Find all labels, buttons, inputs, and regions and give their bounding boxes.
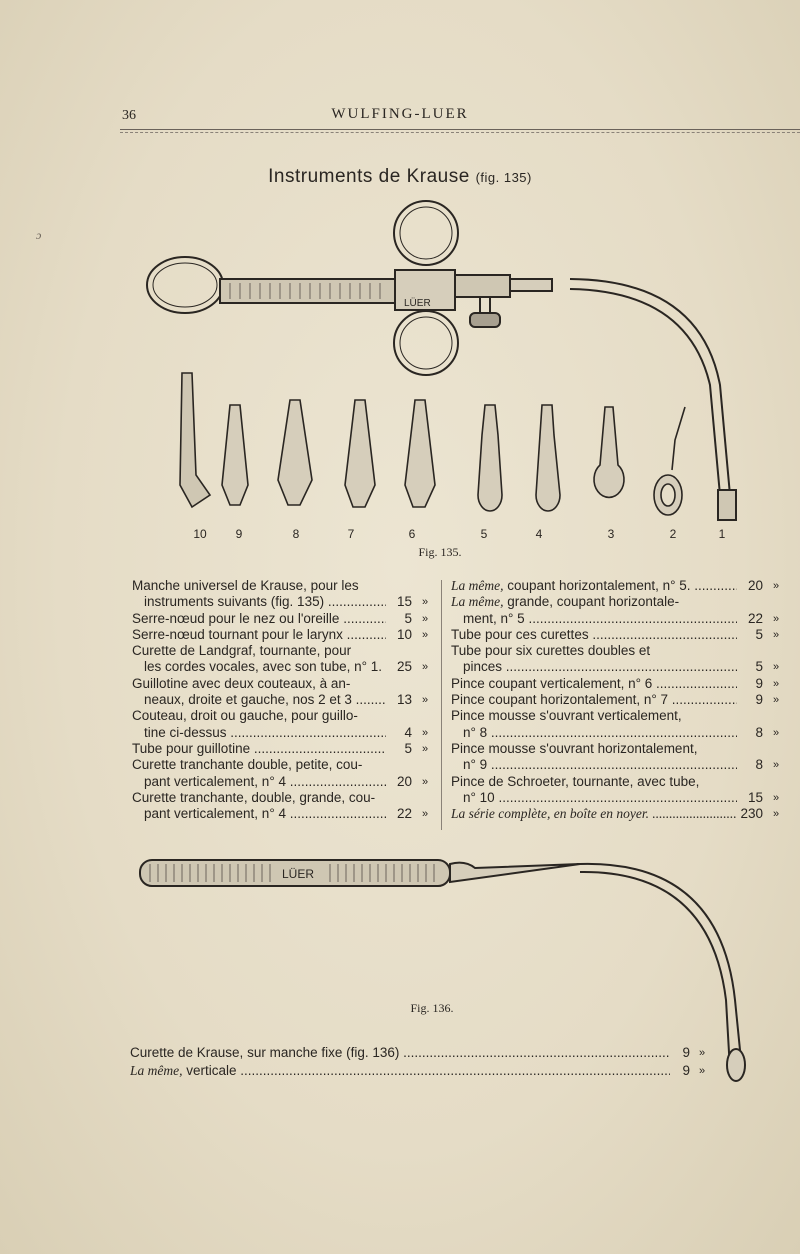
list-item — [132, 643, 438, 676]
tip-10 — [180, 373, 210, 507]
fig1-number: 2 — [669, 527, 677, 541]
item-symbol: » — [698, 1065, 706, 1077]
item-price: 5 — [755, 659, 763, 675]
item-price: 9 — [755, 675, 763, 691]
header-rule — [120, 129, 800, 130]
tip-7 — [345, 400, 375, 507]
figure-135-stamp: LÜER — [404, 298, 431, 309]
item-symbol: » — [772, 726, 780, 739]
item-symbol: » — [421, 694, 429, 707]
item-text: Pince coupant verticalement, n° 6 ..... — [451, 676, 737, 692]
list-item — [451, 627, 789, 643]
list-item — [132, 676, 438, 709]
item-symbol: » — [772, 677, 780, 690]
item-text: Curette tranchante, double, grande, cou- — [132, 789, 376, 805]
item-price: 20 — [396, 773, 412, 789]
column-divider — [441, 580, 442, 830]
item-text: La même, grande, coupant horizontale- — [451, 594, 680, 610]
item-text: tine ci-dessus ..... — [144, 725, 386, 741]
running-head: WULFING-LUER — [331, 106, 469, 122]
tip-8 — [278, 400, 312, 505]
item-text: n° 8 ..... — [463, 725, 737, 741]
handle-ring-bottom — [394, 311, 458, 375]
list-item — [451, 676, 789, 692]
item-price: 25 — [396, 659, 412, 675]
tip-4 — [536, 405, 560, 511]
item-symbol: » — [772, 580, 780, 592]
fig1-number: 7 — [347, 527, 355, 541]
item-price: 8 — [755, 724, 763, 740]
tip-9 — [222, 405, 248, 505]
item-symbol: » — [421, 612, 429, 625]
curved-tube-1 — [570, 279, 730, 495]
item-symbol: » — [772, 808, 780, 821]
item-text: Couteau, droit ou gauche, pour guillo- — [132, 708, 358, 724]
item-text: n° 10 ..... — [463, 790, 737, 806]
item-text: pant verticalement, n° 4 ..... — [144, 774, 386, 790]
item-text: La même, coupant horizontalement, n° 5. ..... — [451, 578, 737, 594]
item-text: neaux, droite et gauche, nos 2 et 3 ..... — [144, 692, 386, 708]
list-item — [451, 643, 789, 676]
handle-ring-left — [147, 257, 223, 313]
fig1-number: 4 — [535, 527, 543, 541]
item-text: Serre-nœud tournant pour le larynx ..... — [132, 627, 386, 643]
fig1-number: 1 — [718, 527, 726, 541]
tip-3 — [594, 407, 624, 497]
list-item — [132, 790, 438, 823]
price-list-left — [132, 578, 438, 822]
fig1-number: 3 — [607, 527, 615, 541]
item-text: Tube pour six curettes doubles et — [451, 643, 651, 659]
item-price: 22 — [396, 806, 412, 822]
item-price: 8 — [755, 757, 763, 773]
item-symbol: » — [772, 612, 780, 625]
item-price: 9 — [755, 692, 763, 708]
list-item — [130, 1044, 714, 1062]
list-item — [132, 708, 438, 741]
price-list-right — [451, 578, 789, 822]
item-price: 5 — [755, 626, 763, 642]
list-item — [451, 741, 789, 774]
item-text: Pince mousse s'ouvrant horizontalement, — [451, 740, 698, 756]
item-text: Pince mousse s'ouvrant verticalement, — [451, 708, 682, 724]
handle-ring-top — [394, 201, 458, 265]
item-symbol: » — [772, 661, 780, 674]
list-item — [132, 578, 438, 611]
fig1-number: 5 — [480, 527, 488, 541]
section-title — [0, 166, 800, 188]
header-rule-dashed — [120, 132, 800, 133]
tip-2 — [672, 407, 685, 470]
item-symbol: » — [421, 726, 429, 739]
item-symbol: » — [421, 808, 429, 821]
item-price: 15 — [396, 594, 412, 610]
fig1-number: 6 — [408, 527, 416, 541]
section-title-text: Instruments de Krause — [268, 166, 470, 187]
curved-curette — [580, 864, 742, 1070]
item-price: 9 — [682, 1045, 690, 1060]
item-text: pant verticalement, n° 4 ..... — [144, 806, 386, 822]
item-symbol: » — [772, 628, 780, 641]
section-title-figure-ref: (fig. 135) — [475, 170, 532, 185]
item-text: pinces ..... — [463, 659, 737, 675]
list-item — [130, 1062, 714, 1080]
list-item — [451, 692, 789, 708]
list-item — [132, 741, 438, 757]
item-text: Tube pour ces curettes ..... — [451, 627, 737, 643]
item-text: La même, verticale ..... — [130, 1062, 670, 1080]
price-list-bottom — [130, 1044, 714, 1080]
item-symbol: » — [421, 628, 429, 641]
item-symbol: » — [421, 742, 429, 755]
item-text: Guillotine avec deux couteaux, à an- — [132, 675, 351, 691]
item-price: 20 — [747, 578, 763, 593]
item-price: 13 — [396, 692, 412, 708]
list-item — [451, 806, 789, 822]
fig1-number: 10 — [193, 527, 207, 541]
fig1-number: 8 — [292, 527, 300, 541]
item-text: n° 9 ..... — [463, 757, 737, 773]
item-symbol: » — [698, 1047, 706, 1059]
figure-136-caption: Fig. 136. — [410, 1001, 454, 1015]
item-text: Pince coupant horizontalement, n° 7 ..... — [451, 692, 737, 708]
list-item — [451, 578, 789, 594]
list-item — [132, 611, 438, 627]
list-item — [451, 708, 789, 741]
fig1-number: 9 — [235, 527, 243, 541]
item-text: Curette tranchante double, petite, cou- — [132, 757, 363, 773]
item-text: Tube pour guillotine ..... — [132, 741, 386, 757]
figure-135-caption: Fig. 135. — [418, 545, 462, 559]
item-text: Serre-nœud pour le nez ou l'oreille ..... — [132, 611, 386, 627]
item-price: 15 — [747, 789, 763, 805]
item-text: Manche universel de Krause, pour les — [132, 578, 359, 593]
item-text: Curette de Landgraf, tournante, pour — [132, 643, 352, 659]
figure-135-illustration — [140, 195, 760, 540]
item-symbol: » — [421, 596, 429, 609]
item-symbol: » — [421, 775, 429, 788]
figure-136-stamp: LÜER — [282, 867, 315, 881]
list-item — [132, 627, 438, 643]
list-item — [451, 774, 789, 807]
item-symbol: » — [421, 661, 429, 674]
tip-5 — [478, 405, 502, 511]
item-price: 5 — [404, 610, 412, 626]
item-symbol: » — [772, 791, 780, 804]
item-text: Pince de Schroeter, tournante, avec tube, — [451, 773, 700, 789]
page-number: 36 — [122, 108, 136, 123]
list-item — [132, 757, 438, 790]
item-symbol: » — [772, 694, 780, 707]
margin-mark: ɔ — [36, 228, 42, 242]
item-text: ment, n° 5 ..... — [463, 611, 737, 627]
item-symbol: » — [772, 759, 780, 772]
item-price: 5 — [404, 740, 412, 756]
item-text: instruments suivants (fig. 135) ..... — [144, 594, 386, 610]
item-price: 230 — [740, 806, 763, 822]
item-price: 4 — [404, 724, 412, 740]
tip-6 — [405, 400, 435, 507]
item-price: 22 — [747, 610, 763, 626]
item-text: La série complète, en boîte en noyer. ..... — [451, 806, 737, 822]
item-text: Curette de Krause, sur manche fixe (fig. 136) ..... — [130, 1044, 670, 1062]
item-text: les cordes vocales, avec son tube, n° 1. — [144, 659, 383, 675]
item-price: 10 — [396, 626, 412, 642]
list-item — [451, 594, 789, 627]
item-price: 9 — [682, 1063, 690, 1078]
